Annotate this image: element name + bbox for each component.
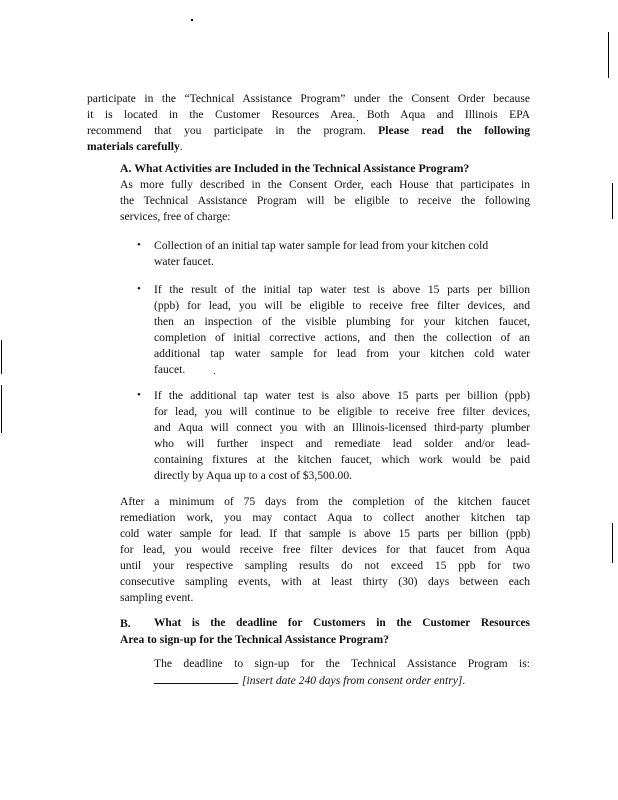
followup-line: remediation work, you may contact Aqua to collect another kitchen tap xyxy=(120,511,530,524)
intro-emphasis: materials carefully xyxy=(87,140,180,153)
scan-line-right-mid xyxy=(612,183,613,219)
section-a-intro-line: the Technical Assistance Program will be eligible to receive the following xyxy=(120,194,530,207)
bullet-line: who will further inspect and remediate lead solder and/or lead- xyxy=(154,437,530,450)
intro-line-3 xyxy=(87,123,530,139)
intro-line-1: participate in the “Technical Assistance Program” under the Consent Order because xyxy=(87,92,530,105)
deadline-blank xyxy=(154,672,238,684)
bullet-line: then an inspection of the visible plumbing for your kitchen faucet, xyxy=(154,315,530,328)
scan-line-left-a xyxy=(1,340,2,374)
section-b-heading-line-1: What is the deadline for Customers in the Customer Resources xyxy=(154,617,530,629)
intro-line-3-bold: Please read the following xyxy=(378,124,530,137)
section-a-heading: A. What Activities are Included in the Technical Assistance Program? xyxy=(120,161,470,175)
section-b-heading-line-2: Area to sign-up for the Technical Assistance Program? xyxy=(120,633,389,646)
deadline-entry xyxy=(154,672,465,689)
bullet-line: faucet. xyxy=(154,363,186,376)
bullet-line: water faucet. xyxy=(154,255,214,268)
bullet-line: containing fixtures at the kitchen faucet, which work would be paid xyxy=(154,453,530,466)
intro-line-2: it is located in the Customer Resources Area. Both Aqua and Illinois EPA xyxy=(87,108,530,121)
bullet-icon: • xyxy=(137,283,141,295)
bullet-line: If the result of the initial tap water test is above 15 parts per billion xyxy=(154,283,530,296)
bullet-line: If the additional tap water test is also above 15 parts per billion (ppb) xyxy=(154,389,530,402)
bullet-icon: • xyxy=(137,389,141,401)
bullet-line: and Aqua will connect you with an Illinois-licensed third-party plumber xyxy=(154,421,530,434)
followup-line: consecutive sampling events, with at least thirty (30) days between each xyxy=(120,575,530,588)
followup-line: for lead, you would receive free filter devices for that faucet from Aqua xyxy=(120,543,530,556)
scan-speck xyxy=(214,373,215,374)
intro-line-4-end: . xyxy=(179,140,183,153)
bullet-line: for lead, you will continue to be eligible to receive free filter devices, xyxy=(154,405,530,418)
deadline-placeholder: [insert date 240 days from consent order entry] xyxy=(242,674,463,687)
followup-line: sampling event. xyxy=(120,591,194,604)
scan-speck xyxy=(191,19,193,21)
followup-line: until your respective sampling results do not exceed 15 ppb for two xyxy=(120,559,530,572)
intro-line-3-text: recommend that you participate in the program. xyxy=(87,124,366,137)
followup-line: cold water sample for lead. If that sample is above 15 parts per billion (ppb) xyxy=(120,527,530,540)
bullet-line: additional tap water sample for lead from your kitchen cold water xyxy=(154,347,530,360)
bullet-line: Collection of an initial tap water sample for lead from your kitchen cold xyxy=(154,239,489,252)
bullet-line: directly by Aqua up to a cost of $3,500.00. xyxy=(154,469,353,482)
section-a-intro-line: As more fully described in the Consent Order, each House that participates in xyxy=(120,178,530,191)
scan-line-left-b xyxy=(1,385,2,433)
bullet-line: (ppb) for lead, you will be eligible to receive free filter devices, and xyxy=(154,299,530,312)
deadline-line: The deadline to sign-up for the Technical Assistance Program is: xyxy=(154,657,530,670)
deadline-end: . xyxy=(462,674,466,687)
followup-line: After a minimum of 75 days from the completion of the kitchen faucet xyxy=(120,495,530,508)
section-a-intro-line: services, free of charge: xyxy=(120,210,231,223)
bullet-line: completion of initial corrective actions, and then the collection of an xyxy=(154,331,530,344)
section-b-label: B. xyxy=(120,617,131,630)
scan-line-right-low xyxy=(612,523,613,563)
intro-line-4 xyxy=(87,139,183,155)
bullet-icon: • xyxy=(137,239,141,251)
scan-line-right-top xyxy=(608,32,609,78)
